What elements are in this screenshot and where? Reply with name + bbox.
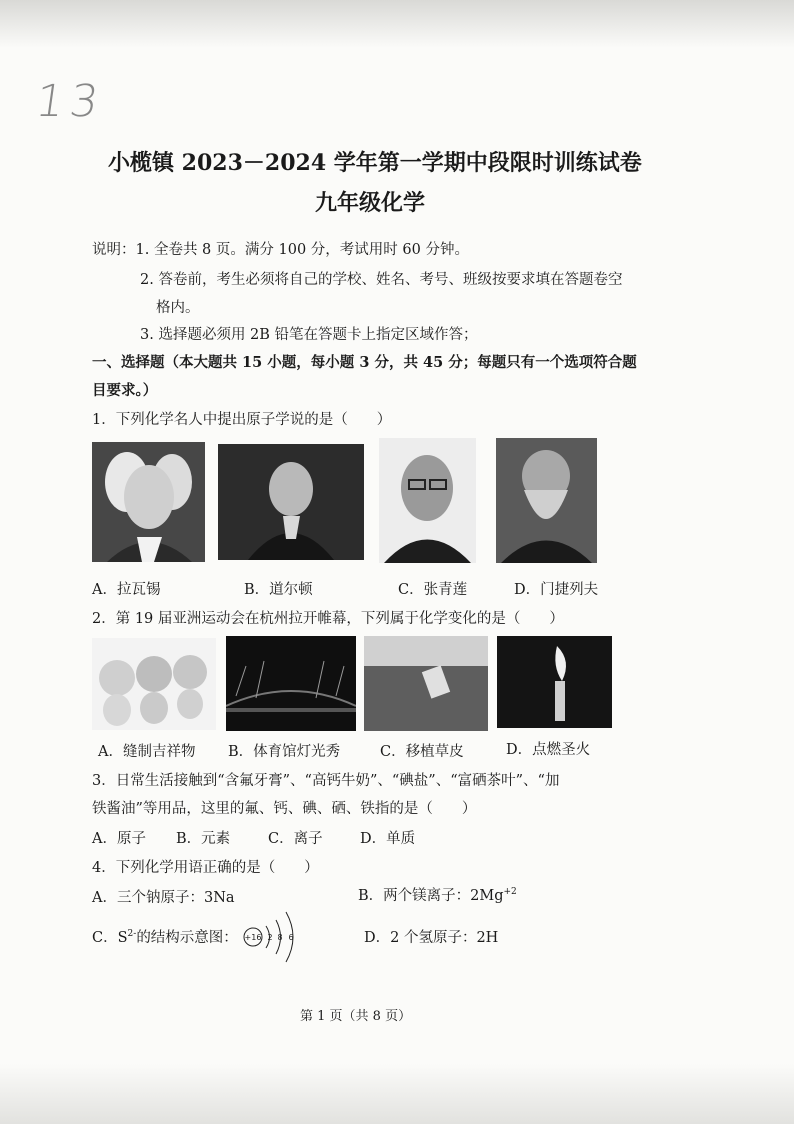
q3-option-c: C．离子 xyxy=(268,831,323,847)
q2-option-b: B．体育馆灯光秀 xyxy=(228,744,341,760)
photo-turf xyxy=(364,636,488,731)
q2-option-a: A．缝制吉祥物 xyxy=(98,744,196,760)
q3-option-b: B．元素 xyxy=(176,831,231,847)
q4-option-a: A．三个钠原子：3Na xyxy=(92,890,235,906)
photo-mascots xyxy=(92,638,216,730)
portrait-dalton xyxy=(218,444,364,560)
exam-title: 小榄镇 2023－2024 学年第一学期中段限时训练试卷 xyxy=(108,150,642,176)
q2-stem: 2．第 19 届亚洲运动会在杭州拉开帷幕，下列属于化学变化的是（ ） xyxy=(92,611,564,627)
portrait-lavoisier xyxy=(92,442,205,562)
q1-option-b: B．道尔顿 xyxy=(244,582,313,598)
portrait-zhang-qinglian xyxy=(379,438,476,563)
q4-option-c-prefix: C．S xyxy=(92,930,128,946)
q1-option-d: D．门捷列夫 xyxy=(514,582,599,598)
diagram-shell-2: 8 xyxy=(277,933,283,942)
section-heading-line1: 一、选择题（本大题共 15 小题，每小题 3 分，共 45 分；每题只有一个选项符合题 xyxy=(92,354,637,371)
section-heading-line2: 目要求。） xyxy=(92,382,158,399)
portrait-mendeleev xyxy=(496,438,597,563)
scan-bottom-shadow xyxy=(0,1064,794,1124)
q4-option-c xyxy=(92,926,238,947)
instruction-2a: 2. 答卷前，考生必须将自己的学校、姓名、考号、班级按要求填在答题卷空 xyxy=(140,272,623,288)
q4-option-c-charge: 2- xyxy=(127,929,137,940)
scan-top-shadow xyxy=(0,0,794,48)
q4-option-b-text: B．两个镁离子：2Mg xyxy=(358,888,504,904)
q4-option-b-charge: +2 xyxy=(503,887,517,898)
handwritten-page-mark: 13 xyxy=(32,76,108,127)
q2-option-c: C．移植草皮 xyxy=(380,744,464,760)
q4-option-c-label: 的结构示意图： xyxy=(136,930,238,946)
q4-option-b xyxy=(358,884,517,905)
q1-option-a: A．拉瓦锡 xyxy=(92,582,161,598)
q4-stem: 4．下列化学用语正确的是（ ） xyxy=(92,860,319,876)
instruction-2b: 格内。 xyxy=(156,300,200,316)
instruction-1: 1. 全卷共 8 页。满分 100 分，考试用时 60 分钟。 xyxy=(135,242,469,258)
q4-option-d: D．2 个氢原子：2H xyxy=(364,930,499,946)
photo-light-show xyxy=(226,636,356,731)
diagram-shell-1: 2 xyxy=(267,933,273,942)
q3-option-a: A．原子 xyxy=(92,831,146,847)
sulfur-ion-structure-diagram xyxy=(240,908,302,966)
diagram-nucleus-label: +16 xyxy=(244,933,262,942)
instructions-label: 说明： xyxy=(92,242,136,258)
instructions xyxy=(92,238,469,259)
q3-line2: 铁酱油”等用品，这里的氟、钙、碘、硒、铁指的是（ ） xyxy=(92,801,477,817)
photo-torch xyxy=(497,636,612,728)
q3-line1: 3．日常生活接触到“含氟牙膏”、“高钙牛奶”、“碘盐”、“富硒茶叶”、“加 xyxy=(92,773,560,789)
page-footer: 第 1 页（共 8 页） xyxy=(300,1009,412,1024)
q1-option-c: C．张青莲 xyxy=(398,582,468,598)
diagram-shell-3: 6 xyxy=(288,933,294,942)
q3-option-d: D．单质 xyxy=(360,831,416,847)
q1-stem: 1．下列化学名人中提出原子学说的是（ ） xyxy=(92,412,392,428)
instruction-3: 3. 选择题必须用 2B 铅笔在答题卡上指定区域作答； xyxy=(140,327,478,343)
q2-option-d: D．点燃圣火 xyxy=(506,742,591,758)
exam-subtitle: 九年级化学 xyxy=(315,190,426,216)
